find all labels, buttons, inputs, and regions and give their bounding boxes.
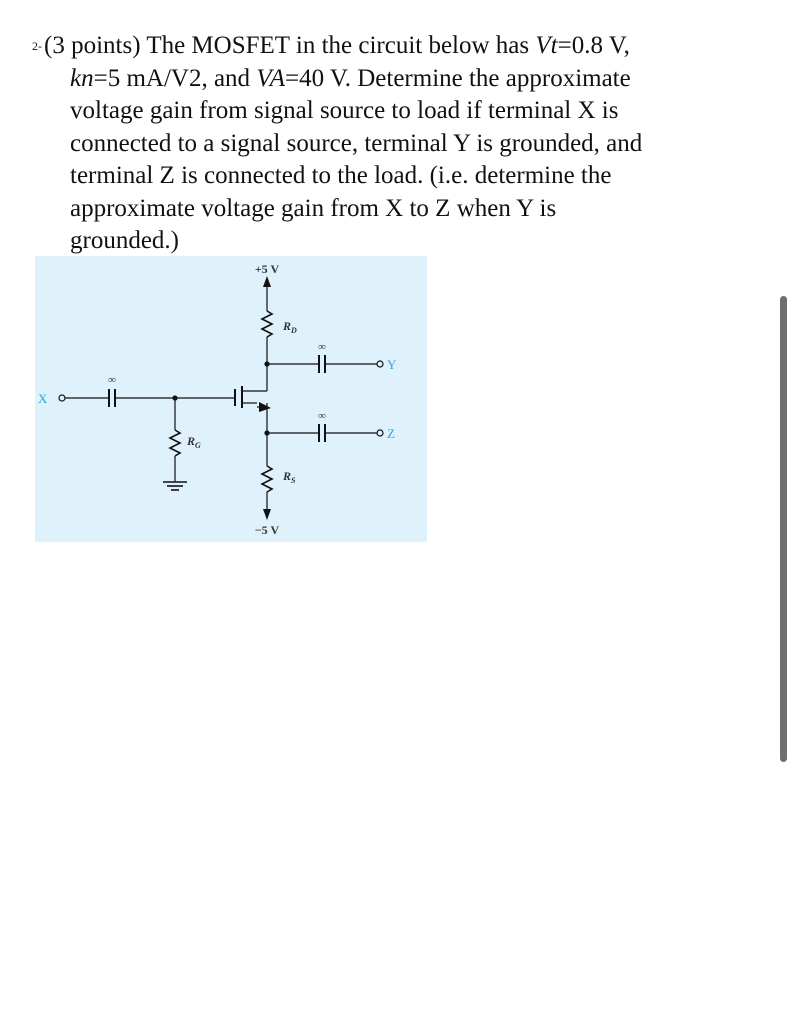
circuit-diagram [35, 256, 427, 542]
question-text-run: grounded.) [70, 227, 179, 254]
question-line-1 [32, 30, 712, 63]
rd-label [282, 319, 297, 335]
question-text-run: Vt [535, 32, 558, 59]
question-text-run: =0.8 V, [557, 32, 630, 59]
rs-label-main: R [283, 469, 292, 483]
question-text-run: kn [70, 64, 94, 92]
source-junction [264, 430, 269, 435]
vertical-scrollbar[interactable] [780, 296, 787, 762]
rg-label-main: R [187, 434, 196, 448]
rs-label [282, 469, 296, 485]
rg-label [186, 434, 201, 450]
question-text-run: voltage gain from signal source to load if terminal X is [70, 97, 619, 124]
terminal-x-node [59, 395, 65, 401]
supply-bottom-label: −5 V [254, 523, 280, 537]
question-line-4 [32, 128, 712, 161]
question-text-run: (3 points) The MOSFET in the circuit below has [44, 32, 536, 59]
supply-top-label: +5 V [254, 262, 280, 276]
question-text-run: =5 mA/V2, and [93, 64, 257, 92]
rs-label-sub: S [291, 476, 296, 485]
terminal-z-node [377, 430, 383, 436]
terminal-y-node [377, 361, 383, 367]
drain-junction [264, 361, 269, 366]
question-text-run: connected to a signal source, terminal Y is grounded, and [70, 129, 643, 157]
question-text-run: VA [256, 64, 285, 92]
resistor-rs [262, 466, 272, 492]
question-line-5 [32, 160, 712, 193]
question-line-6 [32, 193, 712, 226]
question-line-3 [32, 95, 712, 128]
question-text [32, 30, 712, 258]
question-line-1-text [44, 32, 630, 59]
resistor-rd [262, 311, 272, 337]
rd-label-sub: D [291, 326, 297, 335]
question-line-7 [32, 225, 712, 258]
rd-label-main: R [283, 319, 292, 333]
cap-input-infinity: ∞ [108, 374, 116, 386]
rg-label-sub: G [195, 441, 201, 450]
cap-drain-infinity: ∞ [318, 341, 326, 353]
resistor-rg [170, 430, 180, 456]
question-text-run: approximate voltage gain from X to Z when Y is [70, 194, 557, 222]
cap-source-infinity: ∞ [318, 410, 326, 422]
terminal-x-label: X [38, 391, 48, 406]
circuit-figure [35, 256, 427, 542]
gate-junction [172, 395, 177, 400]
supply-arrow-top [263, 276, 271, 287]
question-line-2 [32, 63, 712, 96]
terminal-y-label: Y [387, 357, 397, 372]
supply-arrow-bottom [263, 509, 271, 520]
question-number: 2- [32, 39, 42, 53]
question-text-run: =40 V. Determine the approximate [285, 64, 631, 92]
terminal-z-label: Z [387, 426, 395, 441]
question-text-run: terminal Z is connected to the load. (i.e. determine the [70, 162, 612, 189]
